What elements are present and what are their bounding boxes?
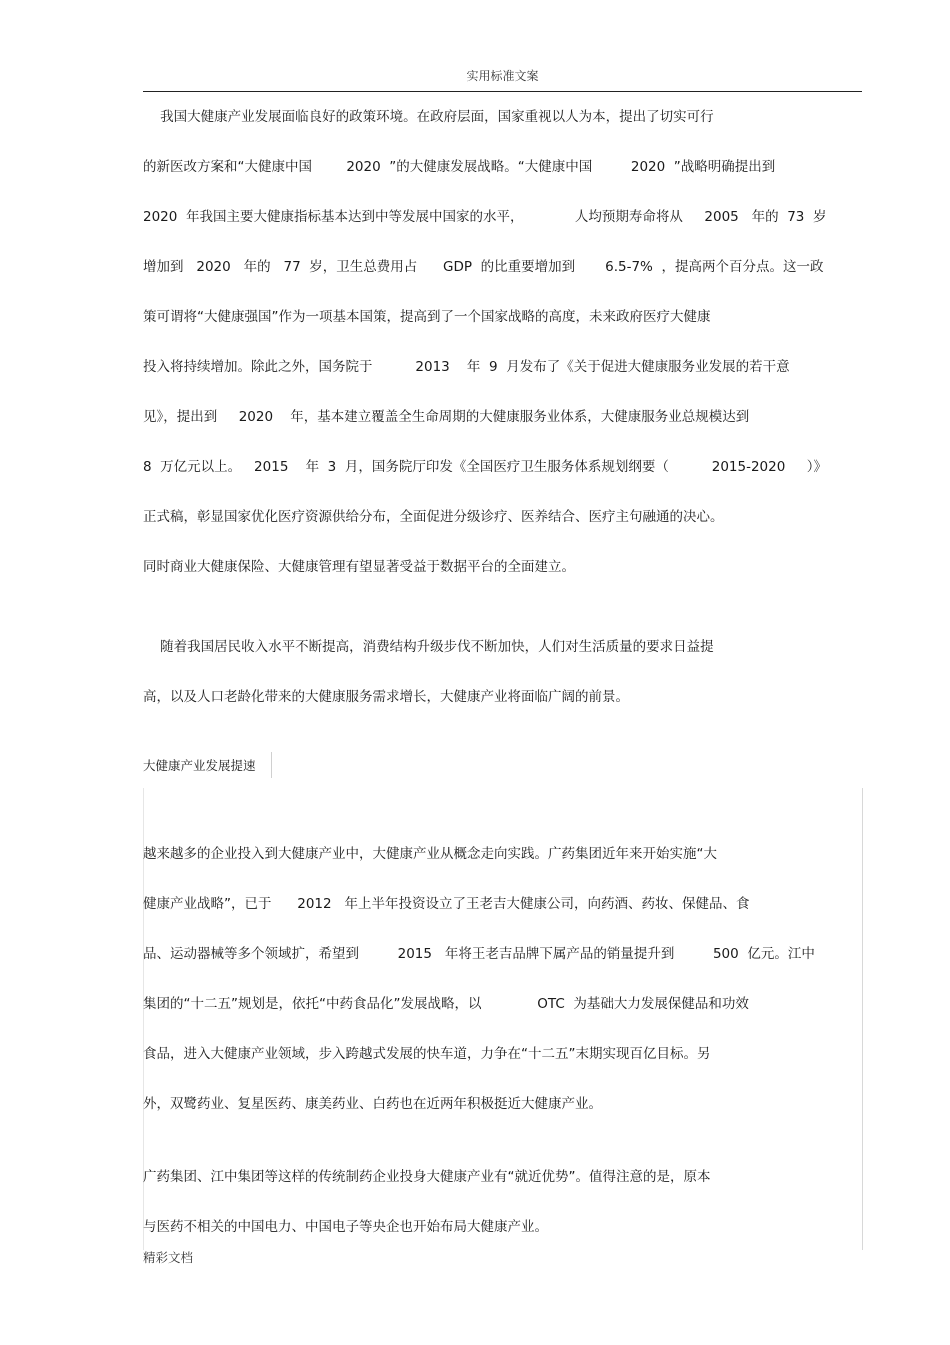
paragraph-line: 策可谓将“大健康强国”作为一项基本国策，提高到了一个国家战略的高度，未来政府医疗大健康	[143, 309, 711, 325]
paragraph-line: 越来越多的企业投入到大健康产业中，大健康产业从概念走向实践。广药集团近年来开始实施“大	[143, 846, 717, 862]
header-divider	[143, 91, 862, 92]
paragraph-line: 集团的“十二五”规划是，依托“中药食品化”发展战略，以 OTC 为基础大力发展保健品和功效	[143, 996, 749, 1012]
paragraph-line: 品、运动器械等多个领域扩，希望到 2015 年将王老吉品牌下属产品的销量提升到 500 亿元。江中	[143, 946, 815, 962]
paragraph-line: 我国大健康产业发展面临良好的政策环境。在政府层面，国家重视以人为本，提出了切实可行	[143, 109, 714, 125]
content-box-right-edge	[862, 788, 863, 1250]
paragraph-line: 与医药不相关的中国电力、中国电子等央企也开始布局大健康产业。	[143, 1219, 548, 1235]
paragraph-line: 外，双鹭药业、复星医药、康美药业、白药也在近两年积极挺近大健康产业。	[143, 1096, 602, 1112]
paragraph-line: 随着我国居民收入水平不断提高，消费结构升级步伐不断加快，人们对生活质量的要求日益提	[143, 639, 714, 655]
paragraph-line: 正式稿，彰显国家优化医疗资源供给分布，全面促进分级诊疗、医养结合、医疗主句融通的决心。	[143, 509, 724, 525]
paragraph-line: 健康产业战略”，已于 2012 年上半年投资设立了王老吉大健康公司，向药酒、药妆、保健品、食	[143, 896, 750, 912]
paragraph-line: 投入将持续增加。除此之外，国务院于 2013 年 9 月发布了《关于促进大健康服务业发展的若干意	[143, 359, 790, 375]
paragraph-line: 高，以及人口老龄化带来的大健康服务需求增长，大健康产业将面临广阔的前景。	[143, 689, 629, 705]
paragraph-line: 见》，提出到 2020 年，基本建立覆盖全生命周期的大健康服务业体系，大健康服务业总规模达到	[143, 409, 750, 425]
paragraph-line: 广药集团、江中集团等这样的传统制药企业投身大健康产业有“就近优势”。值得注意的是，原本	[143, 1169, 711, 1185]
page-header: 实用标准文案	[466, 69, 539, 83]
paragraph-line: 2020 年我国主要大健康指标基本达到中等发展中国家的水平， 人均预期寿命将从 2005 年的 73 岁	[143, 209, 827, 225]
paragraph-line: 8 万亿元以上。 2015 年 3 月，国务院厅印发《全国医疗卫生服务体系规划纲要（ 2015-2020 ）》	[143, 459, 828, 475]
page-footer: 精彩文档	[143, 1250, 194, 1265]
paragraph-line: 增加到 2020 年的 77 岁，卫生总费用占 GDP 的比重要增加到 6.5-7% ，提高两个百分点。这一政	[143, 259, 824, 275]
heading-divider	[271, 752, 272, 778]
paragraph-line: 同时商业大健康保险、大健康管理有望显著受益于数据平台的全面建立。	[143, 559, 575, 575]
section-heading: 大健康产业发展提速	[143, 758, 256, 773]
paragraph-line: 的新医改方案和“大健康中国 2020 ”的大健康发展战略。“大健康中国 2020 ”战略明确提出到	[143, 159, 776, 175]
paragraph-line: 食品，进入大健康产业领域，步入跨越式发展的快车道，力争在“十二五”末期实现百亿目标。另	[143, 1046, 711, 1062]
